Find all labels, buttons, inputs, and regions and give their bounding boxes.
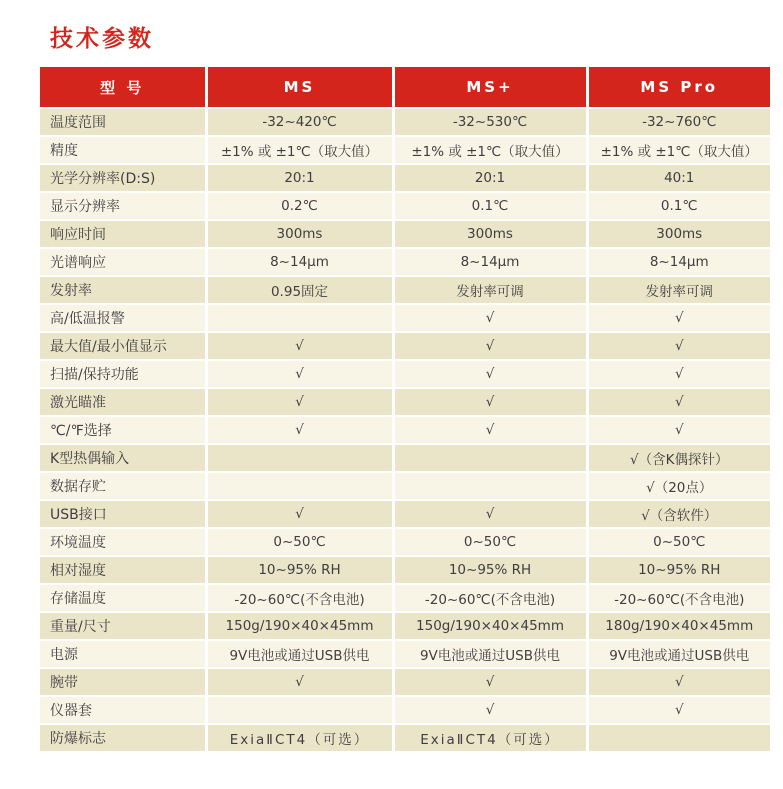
spec-value-cell: 发射率可调	[587, 276, 770, 304]
spec-value-cell	[206, 696, 393, 724]
product-header-cell: MS	[206, 67, 393, 108]
spec-value-cell: √	[206, 360, 393, 388]
spec-value-cell: √	[587, 304, 770, 332]
spec-value-cell: √	[587, 360, 770, 388]
spec-label-cell: 精度	[40, 136, 206, 164]
product-header-cell: MS+	[393, 67, 587, 108]
spec-table	[40, 67, 770, 751]
spec-label-cell: 仪器套	[40, 696, 206, 724]
spec-value-cell	[393, 472, 587, 500]
spec-value-cell: 180g/190×40×45mm	[587, 612, 770, 640]
spec-value-cell: √（含K偶探针）	[587, 444, 770, 472]
spec-value-cell: 10~95% RH	[587, 556, 770, 584]
product-header-cell: MS Pro	[587, 67, 770, 108]
spec-label-cell: K型热偶输入	[40, 444, 206, 472]
spec-label-cell: 电源	[40, 640, 206, 668]
table-row	[40, 332, 770, 360]
spec-label-cell: 数据存贮	[40, 472, 206, 500]
spec-value-cell: 20:1	[393, 164, 587, 192]
spec-value-cell: 20:1	[206, 164, 393, 192]
spec-value-cell: √	[393, 500, 587, 528]
spec-value-cell: √	[393, 332, 587, 360]
spec-value-cell: √	[587, 388, 770, 416]
spec-value-cell: √	[393, 668, 587, 696]
spec-value-cell: √	[206, 668, 393, 696]
table-row	[40, 528, 770, 556]
spec-value-cell: ±1% 或 ±1℃（取大值）	[206, 136, 393, 164]
spec-value-cell: √	[206, 332, 393, 360]
spec-label-cell: 光谱响应	[40, 248, 206, 276]
table-row	[40, 724, 770, 751]
table-row	[40, 416, 770, 444]
spec-label-cell: ℃/℉选择	[40, 416, 206, 444]
spec-value-cell: 9V电池或通过USB供电	[206, 640, 393, 668]
spec-value-cell: √	[206, 388, 393, 416]
spec-value-cell: √	[587, 332, 770, 360]
spec-value-cell: 10~95% RH	[206, 556, 393, 584]
table-row	[40, 556, 770, 584]
spec-value-cell: √	[393, 696, 587, 724]
spec-value-cell: √	[206, 500, 393, 528]
spec-value-cell: 0.1℃	[587, 192, 770, 220]
table-row	[40, 612, 770, 640]
table-row	[40, 500, 770, 528]
spec-value-cell: ExiaⅡCT4（可选）	[206, 724, 393, 751]
spec-value-cell: ±1% 或 ±1℃（取大值）	[393, 136, 587, 164]
table-row	[40, 304, 770, 332]
spec-value-cell: 300ms	[587, 220, 770, 248]
spec-value-cell: 150g/190×40×45mm	[206, 612, 393, 640]
spec-value-cell: 9V电池或通过USB供电	[587, 640, 770, 668]
table-row	[40, 388, 770, 416]
spec-value-cell: 0~50℃	[393, 528, 587, 556]
spec-value-cell	[587, 724, 770, 751]
spec-value-cell: -32~760℃	[587, 108, 770, 136]
spec-value-cell: 0.95固定	[206, 276, 393, 304]
spec-value-cell: 300ms	[206, 220, 393, 248]
spec-label-cell: 光学分辨率(D:S)	[40, 164, 206, 192]
spec-label-cell: 重量/尺寸	[40, 612, 206, 640]
spec-value-cell: 发射率可调	[393, 276, 587, 304]
spec-label-cell: 环境温度	[40, 528, 206, 556]
spec-value-cell: √	[393, 388, 587, 416]
spec-value-cell: 40:1	[587, 164, 770, 192]
table-row	[40, 276, 770, 304]
table-row	[40, 444, 770, 472]
spec-value-cell: 150g/190×40×45mm	[393, 612, 587, 640]
table-row	[40, 248, 770, 276]
spec-value-cell: √	[393, 416, 587, 444]
spec-value-cell: -32~420℃	[206, 108, 393, 136]
spec-label-cell: 扫描/保持功能	[40, 360, 206, 388]
spec-value-cell: 0.1℃	[393, 192, 587, 220]
spec-value-cell	[206, 472, 393, 500]
spec-label-cell: 腕带	[40, 668, 206, 696]
spec-value-cell: √	[393, 304, 587, 332]
table-row	[40, 108, 770, 136]
spec-value-cell: √（20点）	[587, 472, 770, 500]
spec-value-cell: ±1% 或 ±1℃（取大值）	[587, 136, 770, 164]
table-row	[40, 640, 770, 668]
spec-value-cell: 8~14μm	[393, 248, 587, 276]
table-row	[40, 472, 770, 500]
spec-label-cell: 激光瞄准	[40, 388, 206, 416]
spec-label-cell: 防爆标志	[40, 724, 206, 751]
page-title: 技术参数	[50, 26, 154, 52]
table-row	[40, 360, 770, 388]
spec-table-body	[40, 108, 770, 751]
spec-value-cell: 0.2℃	[206, 192, 393, 220]
spec-value-cell: 8~14μm	[206, 248, 393, 276]
spec-label-cell: 发射率	[40, 276, 206, 304]
spec-label-cell: 高/低温报警	[40, 304, 206, 332]
table-row	[40, 668, 770, 696]
spec-label-cell: 相对湿度	[40, 556, 206, 584]
table-row	[40, 696, 770, 724]
spec-value-cell: -32~530℃	[393, 108, 587, 136]
spec-label-cell: USB接口	[40, 500, 206, 528]
spec-value-cell: -20~60℃(不含电池)	[393, 584, 587, 612]
spec-table-header-row	[40, 67, 770, 108]
spec-value-cell: √（含软件）	[587, 500, 770, 528]
spec-label-cell: 温度范围	[40, 108, 206, 136]
spec-value-cell: -20~60℃(不含电池)	[206, 584, 393, 612]
spec-value-cell: √	[393, 360, 587, 388]
spec-value-cell: 0~50℃	[587, 528, 770, 556]
spec-value-cell: -20~60℃(不含电池)	[587, 584, 770, 612]
spec-value-cell: 8~14μm	[587, 248, 770, 276]
spec-label-cell: 显示分辨率	[40, 192, 206, 220]
table-row	[40, 584, 770, 612]
table-row	[40, 136, 770, 164]
spec-label-cell: 存储温度	[40, 584, 206, 612]
spec-label-cell: 响应时间	[40, 220, 206, 248]
spec-label-cell: 最大值/最小值显示	[40, 332, 206, 360]
spec-value-cell: √	[587, 668, 770, 696]
spec-value-cell	[206, 304, 393, 332]
table-row	[40, 220, 770, 248]
spec-value-cell: √	[206, 416, 393, 444]
spec-value-cell	[393, 444, 587, 472]
table-row	[40, 164, 770, 192]
spec-value-cell: 300ms	[393, 220, 587, 248]
spec-value-cell: 10~95% RH	[393, 556, 587, 584]
spec-value-cell: 0~50℃	[206, 528, 393, 556]
spec-value-cell: ExiaⅡCT4（可选）	[393, 724, 587, 751]
table-row	[40, 192, 770, 220]
spec-value-cell: √	[587, 416, 770, 444]
model-header-cell: 型 号	[40, 67, 206, 108]
spec-value-cell	[206, 444, 393, 472]
spec-value-cell: 9V电池或通过USB供电	[393, 640, 587, 668]
spec-value-cell: √	[587, 696, 770, 724]
